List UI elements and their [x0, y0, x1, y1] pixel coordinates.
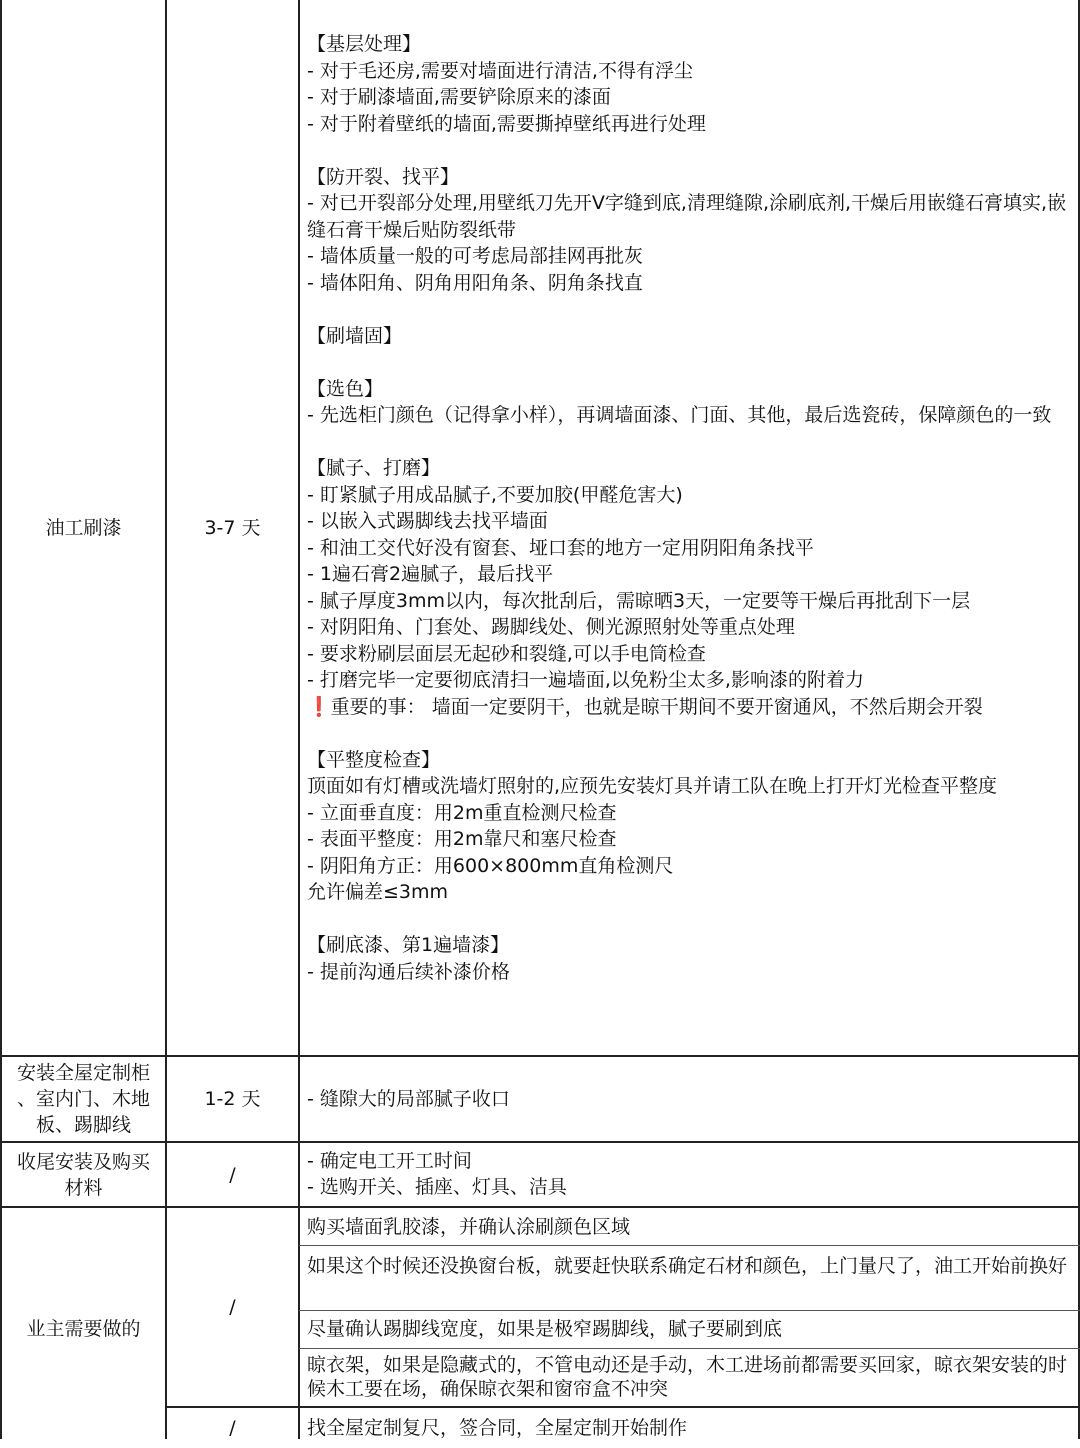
section-line: - 以嵌入式踢脚线去找平墙面 [307, 510, 548, 532]
section-line: - 盯紧腻子用成品腻子,不要加胶(甲醛危害大) [307, 483, 683, 506]
section-title: 【基层处理】 [307, 33, 422, 55]
row1-duration-cell [167, 0, 298, 1055]
row1-content [307, 31, 1073, 985]
row4-duration-cell [167, 1208, 298, 1406]
section-line: - 对于毛还房,需要对墙面进行清洁,不得有浮尘 [307, 59, 693, 82]
section-line: 允许偏差≤3mm [307, 881, 449, 903]
row5-line: 找全屋定制复尺，签合同，全屋定制开始制作 [307, 1417, 688, 1439]
row2-name-cell [2, 1057, 165, 1141]
section-title: 【平整度检查】 [307, 748, 441, 771]
row1-name-cell [2, 0, 165, 1055]
owner-item-1 [307, 1215, 1067, 1239]
owner-item-text: 购买墙面乳胶漆，并确认涂刷颜色区域 [307, 1216, 631, 1238]
owner-item-text: 晾衣架，如果是隐藏式的，不管电动还是手动，木工进场前都需要买回家，晾衣架安装的时候木工要在场，确保晾衣架和窗帘盒不冲突 [307, 1354, 1068, 1400]
owner-item-4 [307, 1353, 1067, 1401]
section-title: 【腻子、打磨】 [307, 457, 441, 479]
owner-item-text: 如果这个时候还没换窗台板，就要赶快联系确定石材和颜色，上门量尺了，油工开始前换好 [307, 1255, 1068, 1277]
section-line: - 对已开裂部分处理,用壁纸刀先开V字缝到底,清理缝隙,涂刷底剂,干燥后用嵌缝石膏填实,嵌缝石膏干燥后贴防裂纸带 [307, 192, 1067, 241]
owner-item-2 [307, 1254, 1067, 1278]
section-line: - 腻子厚度3mm以内，每次批刮后，需晾晒3天，一定要等干燥后再批刮下一层 [307, 589, 971, 612]
section-title: 【防开裂、找平】 [307, 165, 460, 188]
section-line: 顶面如有灯槽或洗墙灯照射的,应预先安装灯具并请工队在晚上打开灯光检查平整度 [307, 775, 998, 797]
section-line: - 墙体阳角、阴角用阳角条、阴角条找直 [307, 271, 643, 294]
item-divider-3 [299, 1348, 1080, 1349]
section-line: - 表面平整度：用2m靠尺和塞尺检查 [307, 828, 617, 850]
row3-duration: / [229, 1163, 236, 1186]
section-line: - 先选柜门颜色（记得拿小样），再调墙面漆、门面、其他，最后选瓷砖，保障颜色的一致 [307, 404, 1052, 426]
owner-item-text: 尽量确认踢脚线宽度，如果是极窄踢脚线，腻子要刷到底 [307, 1318, 783, 1340]
row4-name: 业主需要做的 [26, 1318, 141, 1340]
section-line: - 墙体质量一般的可考虑局部挂网再批灰 [307, 245, 643, 267]
row5-duration-cell [167, 1408, 298, 1448]
row2-line: - 缝隙大的局部腻子收口 [307, 1088, 510, 1110]
section-line: - 要求粉刷层面层无起砂和裂缝,可以手电筒检查 [307, 642, 706, 665]
row1-name: 油工刷漆 [45, 516, 122, 539]
section-line: - 对于刷漆墙面,需要铲除原来的漆面 [307, 86, 611, 108]
row-divider-4 [165, 1406, 1080, 1408]
row5-duration: / [229, 1417, 236, 1439]
row2-name-line: 安装全屋定制柜 [16, 1062, 150, 1084]
row4-name-cell [2, 1208, 165, 1439]
section-line: - 提前沟通后续补漆价格 [307, 960, 510, 983]
row4-duration: / [229, 1296, 236, 1318]
row3-content [307, 1148, 1067, 1200]
row3-line: - 确定电工开工时间 [307, 1150, 472, 1172]
row2-content [307, 1087, 1067, 1111]
row2-name-line: 、室内门、木地 [16, 1088, 150, 1110]
row3-duration-cell [167, 1143, 298, 1206]
row1-duration: 3-7 天 [204, 516, 261, 539]
section-title: 【刷底漆、第1遍墙漆】 [307, 934, 510, 956]
row2-duration: 1-2 天 [204, 1088, 261, 1110]
item-divider-1 [299, 1245, 1080, 1246]
item-divider-2 [299, 1310, 1080, 1311]
section-line: - 打磨完毕一定要彻底清扫一遍墙面,以免粉尘太多,影响漆的附着力 [307, 669, 864, 691]
section-line: - 和油工交代好没有窗套、垭口套的地方一定用阴阳角条找平 [307, 536, 814, 559]
section-line: - 对阴阳角、门套处、踢脚线处、侧光源照射处等重点处理 [307, 616, 795, 638]
section-title: 【刷墙固】 [307, 324, 403, 347]
owner-item-3 [307, 1317, 1067, 1341]
section-line: - 对于附着壁纸的墙面,需要撕掉壁纸再进行处理 [307, 112, 706, 135]
row2-duration-cell [167, 1057, 298, 1141]
important-note: ❗重要的事： 墙面一定要阴干，也就是晾干期间不要开窗通风，不然后期会开裂 [307, 695, 983, 718]
section-line: - 立面垂直度：用2m重直检测尺检查 [307, 801, 617, 824]
section-line: - 阴阳角方正：用600×800mm直角检测尺 [307, 854, 674, 877]
row3-name-line: 材料 [64, 1176, 103, 1199]
row3-name-line: 收尾安装及购买 [16, 1150, 150, 1173]
row2-name-line: 板、踢脚线 [35, 1114, 131, 1136]
row3-line: - 选购开关、插座、灯具、洁具 [307, 1176, 567, 1198]
row3-name-cell [2, 1143, 165, 1206]
section-line: - 1遍石膏2遍腻子，最后找平 [307, 563, 554, 585]
column-divider-2 [298, 0, 300, 1439]
section-title: 【选色】 [307, 377, 384, 400]
row5-content [307, 1416, 1067, 1440]
